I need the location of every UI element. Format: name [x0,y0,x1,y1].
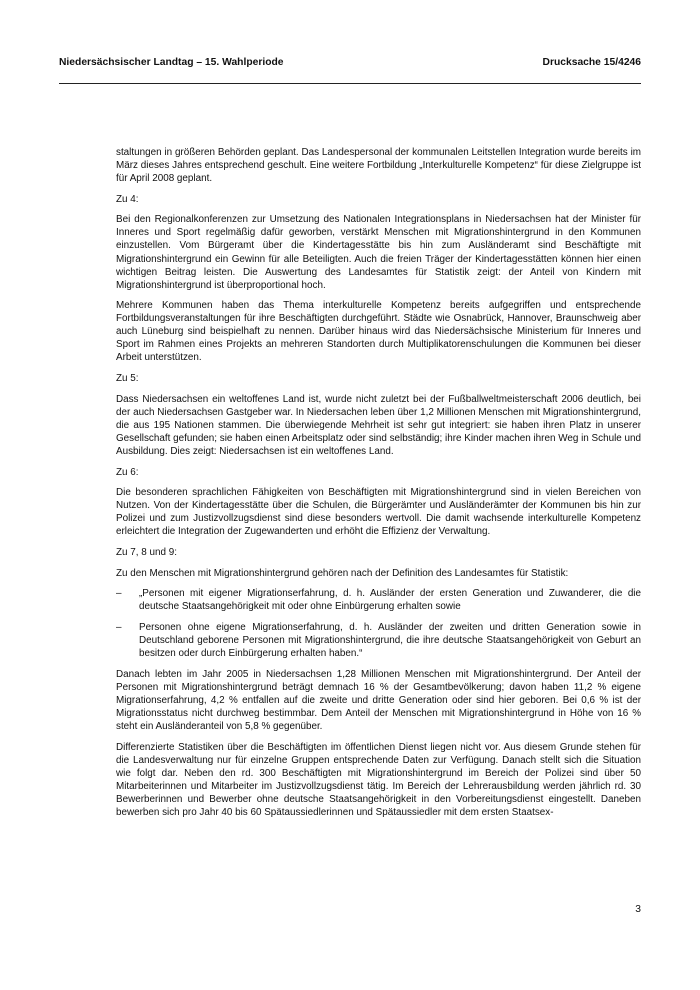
page-header [59,57,641,71]
section-heading-4: Zu 4: [116,193,139,205]
definition-list [116,587,641,660]
list-item-text: Personen ohne eigene Migrationserfahrung, d. h. Ausländer der zweiten und dritten Generation sowie in Deutschland geborene Personen mit Migrationshintergrund, die ihre deutsche Staatsangehörigkeit von Geburt an besitzen oder durch Einbürgerung erhalten haben.“ [139,621,641,660]
section-heading-7-8-9: Zu 7, 8 und 9: [116,546,177,558]
section-heading-5: Zu 5: [116,373,139,385]
section-heading-6: Zu 6: [116,466,139,478]
paragraph: Danach lebten im Jahr 2005 in Niedersachsen 1,28 Millionen Menschen mit Migrationshintergrund. Der Anteil der Personen mit Migrationshintergrund beträgt demnach 16 % der Gesamtbevölkerung; davon haben 11,2 % eigene Migrationserfahrung, 4,2 % entfallen auf die zweite und dritte Generation oder sind hier geboren. Bei 0,6 % ist der Migrationsstatus nicht durchweg bestimmbar. Dem Anteil der Menschen mit Migrationshintergrund in Höhe von 16 % steht ein Ausländeranteil von 5,8 % gegenüber. [116,668,641,732]
paragraph: Dass Niedersachsen ein weltoffenes Land ist, wurde nicht zuletzt bei der Fußballweltmeisterschaft 2006 deutlich, bei der auch Niedersachsen Gastgeber war. In Niedersachen leben über 1,2 Millionen Menschen mit Migrationshintergrund, die aus 195 Nationen stammen. Die überwiegende Mehrheit ist sehr gut integriert: sie haben ihren Platz in unserer Gesellschaft gefunden; sie haben einen Arbeitsplatz oder sind selbständig; ihre Kinder machen ihren Weg in Schule und Ausbildung. Dies zeigt: Niedersachsen ist ein weltoffenes Land. [116,393,641,457]
paragraph: Differenzierte Statistiken über die Beschäftigten im öffentlichen Dienst liegen nicht vor. Aus diesem Grunde stehen für die Landesverwaltung nur für einzelne Gruppen entsprechende Daten zur Verfügung. Danach stellt sich die Situation wie folgt dar. Neben den rd. 300 Beschäftigten mit Migrationshintergrund im Bereich der Polizei sind über 50 Mitarbeiterinnen und Mitarbeiter im Justizvollzugsdienst tätig. Im Bereich der Lehrerausbildung werden jährlich rd. 30 Bewerberinnen und Bewerber ohne deutsche Staatsangehörigkeit in den Vorbereitungsdienst eingestellt. Daneben bewerben sich pro Jahr 40 bis 60 Spätaussiedlerinnen und Spätaussiedler mit dem ersten Staatsex- [116,741,641,818]
page-number: 3 [635,904,641,915]
paragraph: Mehrere Kommunen haben das Thema interkulturelle Kompetenz bereits aufgegriffen und entsprechende Fortbildungsveranstaltungen für ihre Beschäftigten durchgeführt. Städte wie Osnabrück, Hannover, Braunschweig aber auch Lüneburg sind beispielhaft zu nennen. Darüber hinaus wird das Niedersächsische Ministerium für Inneres und Sport im Rahmen eines Projekts an mehreren Standorten durch Multiplikatorenschulungen die Kommunen bei dieser Arbeit unterstützen. [116,300,641,364]
header-divider [59,83,641,84]
dash-bullet: – [116,621,122,633]
list-item-text: „Personen mit eigener Migrationserfahrung, d. h. Ausländer der ersten Generation und Zuwanderer, die die deutsche Staatsangehörigkeit mit oder ohne Einbürgerung erhalten sowie [139,588,641,613]
document-body [116,146,641,826]
list-item [116,587,641,613]
paragraph: Die besonderen sprachlichen Fähigkeiten von Beschäftigten mit Migrationshintergrund sind in vielen Bereichen von Nutzen. Von der Kindertagesstätte über die Schulen, die Bürgerämter und Ausländerämter der Kommunen bis hin zur Polizei und zum Justizvollzugsdienst sind diese besonders wertvoll. Die damit wachsende interkulturelle Kompetenz erleichtert die Integration der Zugewanderten und erhöht die Effizienz der Verwaltung. [116,487,641,538]
document-number: Drucksache 15/4246 [542,57,641,68]
paragraph: staltungen in größeren Behörden geplant. Das Landespersonal der kommunalen Leitstellen Integration wurde bereits im März dieses Jahres entsprechend geschult. Eine weitere Fortbildung „Interkulturelle Kompetenz“ für diese Zielgruppe ist für April 2008 geplant. [116,147,641,185]
dash-bullet: – [116,588,122,600]
document-source: Niedersächsischer Landtag – 15. Wahlperiode [59,57,284,68]
paragraph: Bei den Regionalkonferenzen zur Umsetzung des Nationalen Integrationsplans in Niedersachsen hat der Minister für Inneres und Sport regelmäßig dafür geworben, verstärkt Menschen mit Migrationshintergrund in den Kommunen einzustellen. Vom Bürgeramt über die Kindertagesstätte bis hin zum Ausländeramt sind Beschäftigte mit Migrationshintergrund ein Gewinn für alle Beteiligten. Auch die freien Träger der Kindertagesstätten können hier einen wichtigen Beitrag leisten. Die Auswertung des Landesamtes für Statistik zeigt: der Anteil von Kindern mit Migrationshintergrund ist überproportional hoch. [116,214,641,291]
paragraph: Zu den Menschen mit Migrationshintergrund gehören nach der Definition des Landesamtes für Statistik: [116,567,569,579]
list-item [116,621,641,660]
